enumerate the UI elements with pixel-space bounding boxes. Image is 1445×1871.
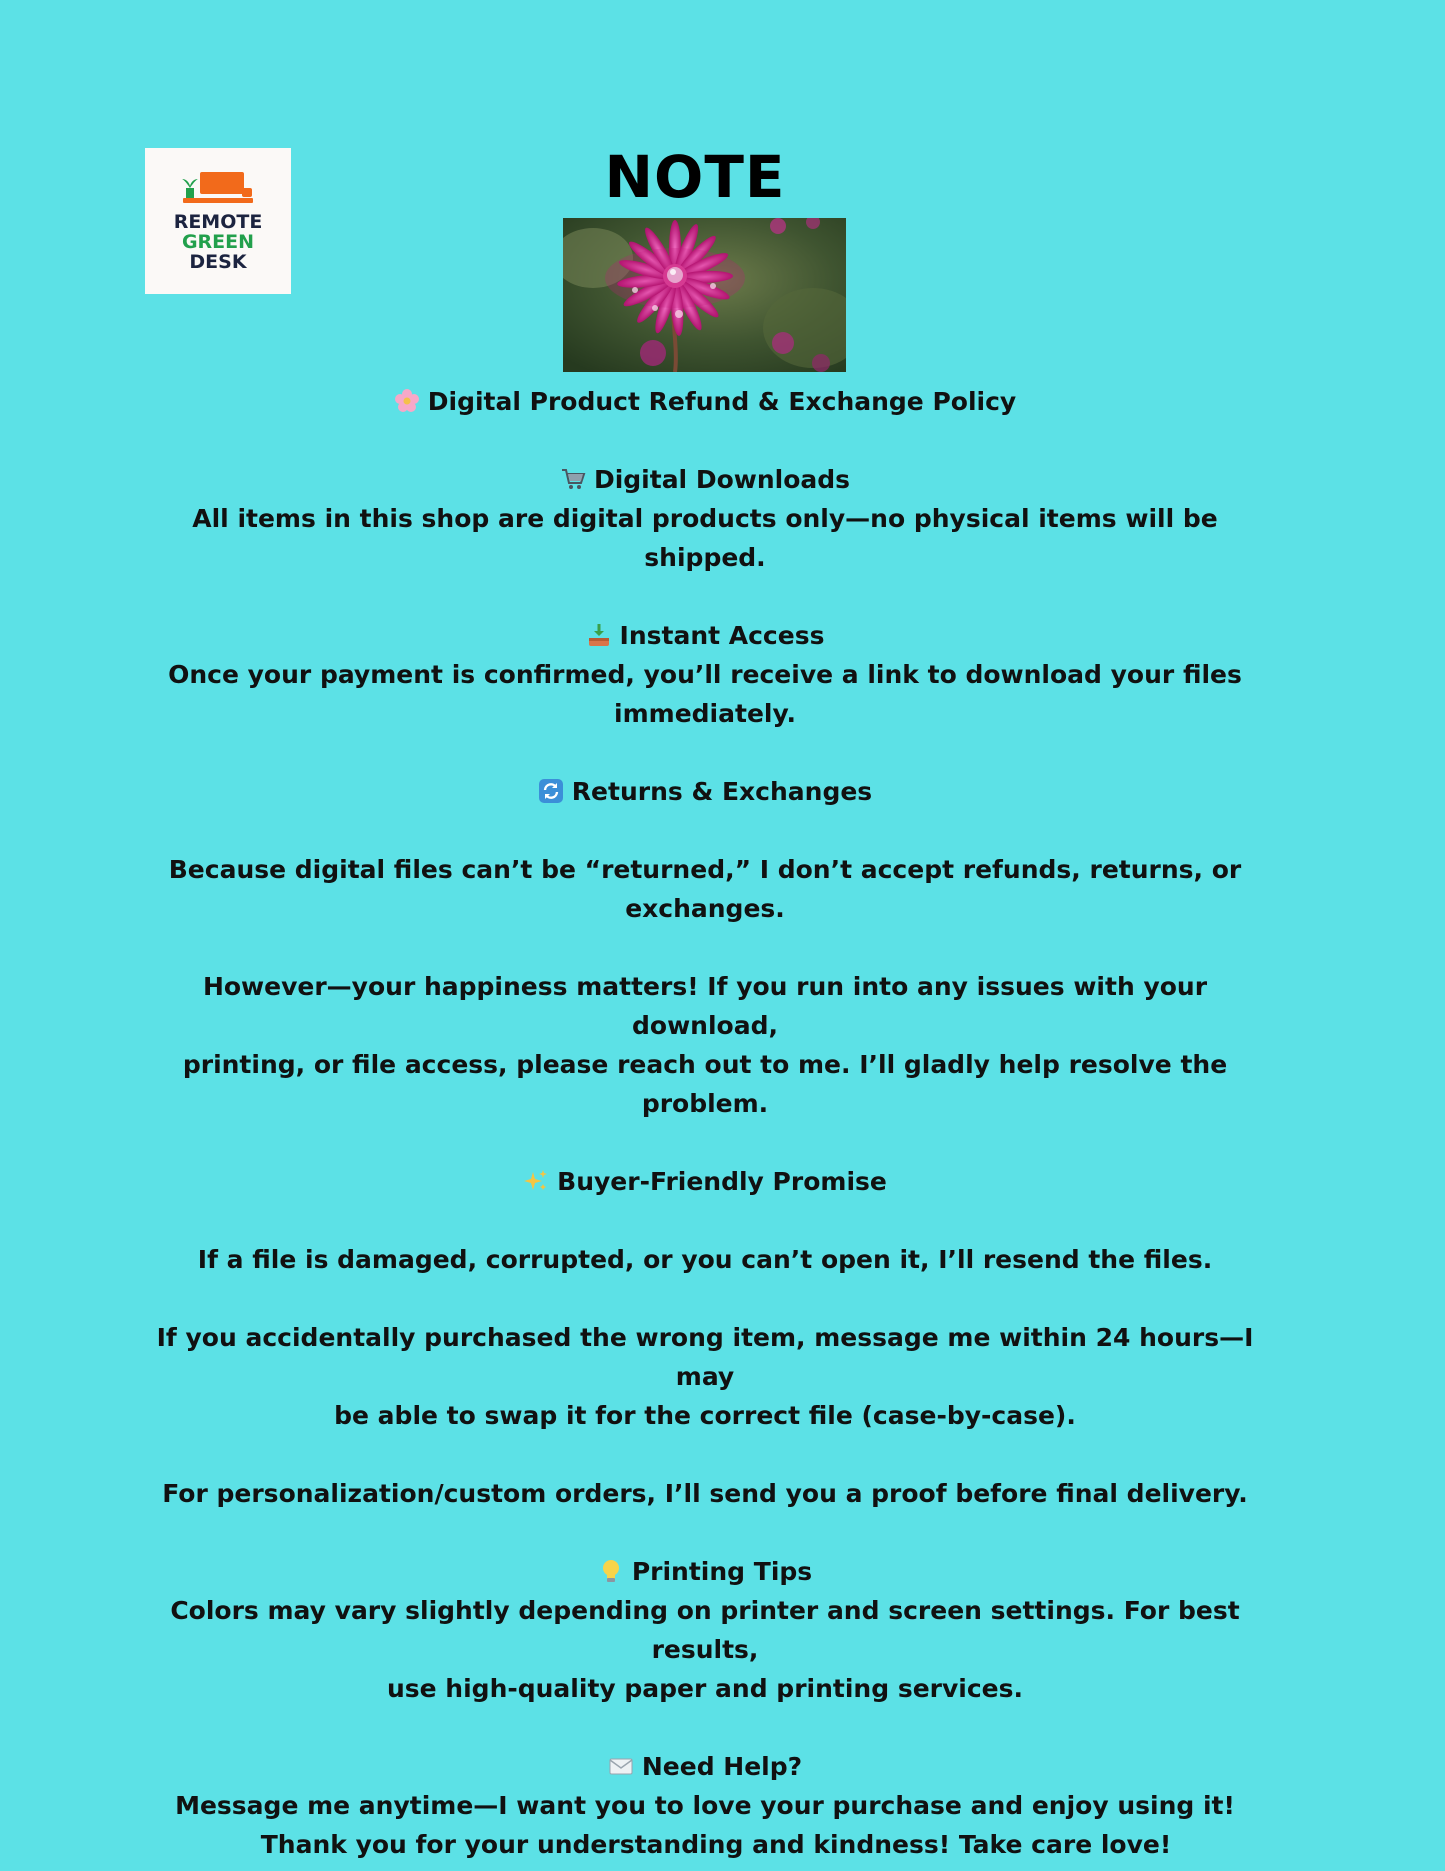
promise-heading-row — [140, 1162, 1270, 1201]
help-body-line-1: Message me anytime—I want you to love your purchase and enjoy using it! — [175, 1791, 1235, 1820]
downloads-heading-row — [140, 460, 1270, 499]
envelope-icon — [608, 1753, 634, 1779]
help-heading-row — [140, 1747, 1270, 1786]
logo-line-green: GREEN — [181, 231, 255, 253]
policy-content — [140, 382, 1270, 1864]
tips-body-line-2: use high-quality paper and printing services. — [386, 1674, 1024, 1703]
returns-heading-row — [140, 772, 1270, 811]
promise-p3: For personalization/custom orders, I’ll send you a proof before final delivery. — [162, 1479, 1248, 1508]
help-heading: Need Help? — [641, 1752, 803, 1781]
downloads-body: All items in this shop are digital products only—no physical items will be shipped. — [192, 504, 1218, 572]
returns-p1-line-2: exchanges. — [625, 894, 785, 923]
promise-p1: If a file is damaged, corrupted, or you can’t open it, I’ll resend the files. — [197, 1245, 1213, 1274]
tips-heading-row — [140, 1552, 1270, 1591]
help-body-line-2: Thank you for your understanding and kindness! Take care love! — [260, 1830, 1172, 1859]
promise-p2-line-2: be able to swap it for the correct file (case-by-case). — [334, 1401, 1076, 1430]
flower-photo — [563, 218, 846, 372]
logo-line-remote: REMOTE — [173, 211, 263, 233]
downloads-heading: Digital Downloads — [593, 465, 851, 494]
tips-heading: Printing Tips — [631, 1557, 813, 1586]
page-title: NOTE — [604, 143, 786, 211]
sparkles-icon — [523, 1168, 549, 1194]
access-body-line-1: Once your payment is confirmed, you’ll receive a link to download your files — [168, 660, 1242, 689]
returns-p1-line-1: Because digital files can’t be “returned,” I don’t accept refunds, returns, or — [168, 855, 1242, 884]
returns-heading: Returns & Exchanges — [571, 777, 873, 806]
promise-heading: Buyer-Friendly Promise — [557, 1167, 887, 1196]
lightbulb-icon — [598, 1558, 624, 1584]
access-body-line-2: immediately. — [614, 699, 796, 728]
logo-line-desk: DESK — [189, 251, 247, 273]
policy-heading-row — [140, 382, 1270, 421]
returns-p2-line-1: However—your happiness matters! If you run into any issues with your download, — [202, 972, 1208, 1040]
cart-icon — [560, 466, 586, 492]
promise-p2-line-1: If you accidentally purchased the wrong item, message me within 24 hours—I may — [156, 1323, 1254, 1391]
access-heading: Instant Access — [619, 621, 825, 650]
refresh-icon — [538, 778, 564, 804]
flower-emoji-icon — [394, 388, 420, 414]
returns-p2-line-2: printing, or file access, please reach out to me. I’ll gladly help resolve the problem. — [182, 1050, 1228, 1118]
brand-logo-text — [145, 212, 291, 272]
access-heading-row — [140, 616, 1270, 655]
download-tray-icon — [586, 622, 612, 648]
policy-heading: Digital Product Refund & Exchange Policy — [427, 387, 1017, 416]
tips-body-line-1: Colors may vary slightly depending on printer and screen settings. For best results, — [170, 1596, 1240, 1664]
